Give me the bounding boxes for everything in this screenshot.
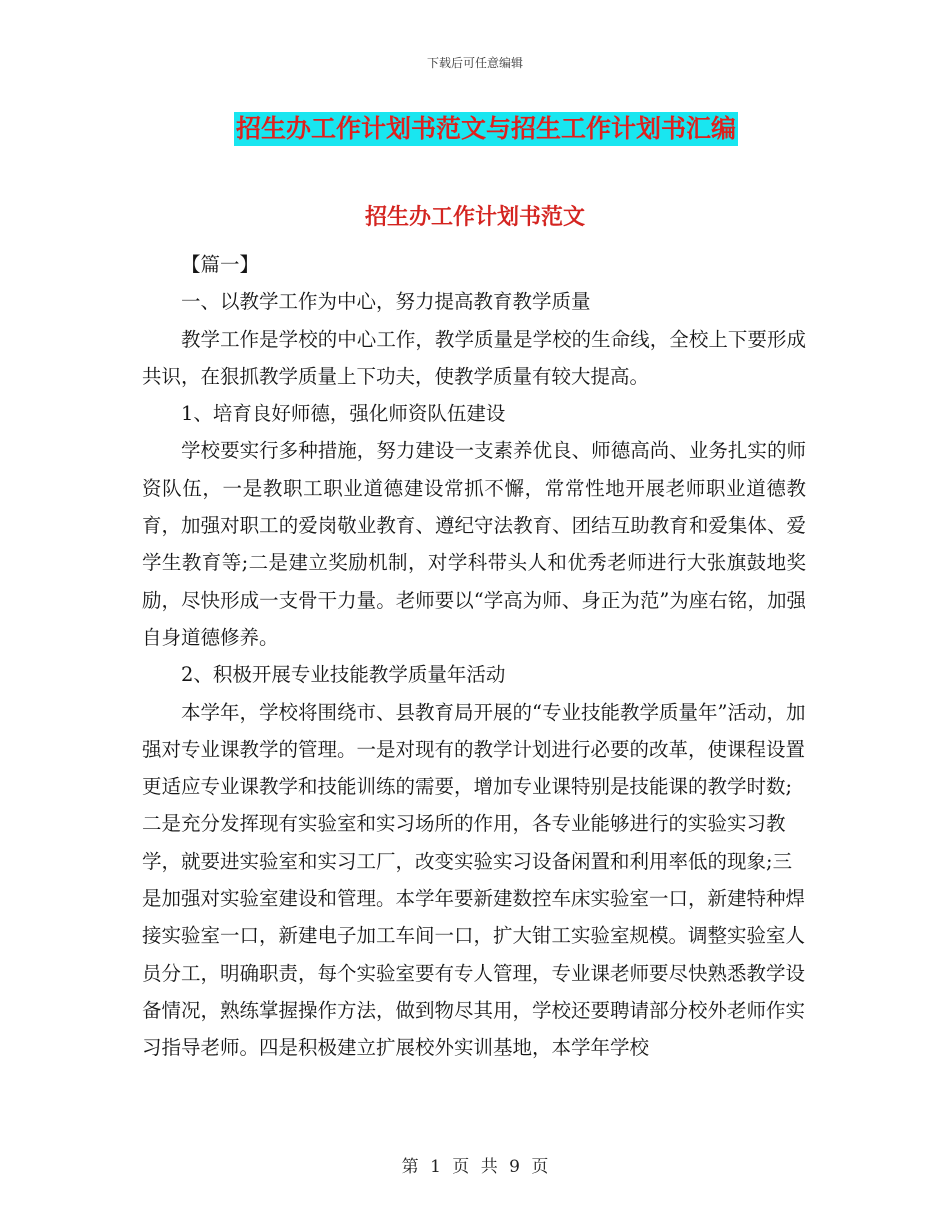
document-body xyxy=(142,246,806,1067)
subsection-heading: 1、培育良好师德，强化师资队伍建设 xyxy=(181,402,506,426)
body-paragraph: 教学工作是学校的中心工作，教学质量是学校的生命线，全校上下要形成共识，在狠抓教学质量上下功夫，使教学质量有较大提高。 xyxy=(142,327,806,388)
document-main-title: 招生办工作计划书范文与招生工作计划书汇编 xyxy=(234,112,738,146)
subsection-heading: 2、积极开展专业技能教学质量年活动 xyxy=(181,663,506,687)
body-paragraph: 本学年，学校将围绕市、县教育局开展的“专业技能教学质量年”活动，加强对专业课教学的管理。一是对现有的教学计划进行必要的改革，使课程设置更适应专业课教学和技能训练的需要，增加专业课特别是技能课的教学时数;二是充分发挥现有实验室和实习场所的作用，各专业能够进行的实验实习教学，就要进实验室和实习工厂，改变实验实习设备闲置和利用率低的现象;三是加强对实验室建设和管理。本学年要新建数控车床实验室一口，新建特种焊接实验室一口，新建电子加工车间一口，扩大钳工实验室规模。调整实验室人员分工，明确职责，每个实验室要有专人管理，专业课老师要尽快熟悉教学设备情况，熟练掌握操作方法，做到物尽其用，学校还要聘请部分校外老师作实习指导老师。四是积极建立扩展校外实训基地，本学年学校 xyxy=(142,700,806,1060)
header-note: 下载后可任意编辑 xyxy=(426,56,523,70)
page-footer: 第 1 页 共 9 页 xyxy=(401,1157,549,1177)
section-label: 【篇一】 xyxy=(181,253,260,276)
section-heading: 一、以教学工作为中心，努力提高教育教学质量 xyxy=(181,290,591,314)
body-paragraph: 学校要实行多种措施，努力建设一支素养优良、师德高尚、业务扎实的师资队伍，一是教职工职业道德建设常抓不懈，常常性地开展老师职业道德教育，加强对职工的爱岗敬业教育、遵纪守法教育、团结互助教育和爱集体、爱学生教育等;二是建立奖励机制，对学科带头人和优秀老师进行大张旗鼓地奖励，尽快形成一支骨干力量。老师要以“学高为师、身正为范”为座右铭，加强自身道德修养。 xyxy=(142,439,806,649)
document-sub-title: 招生办工作计划书范文 xyxy=(364,204,585,230)
